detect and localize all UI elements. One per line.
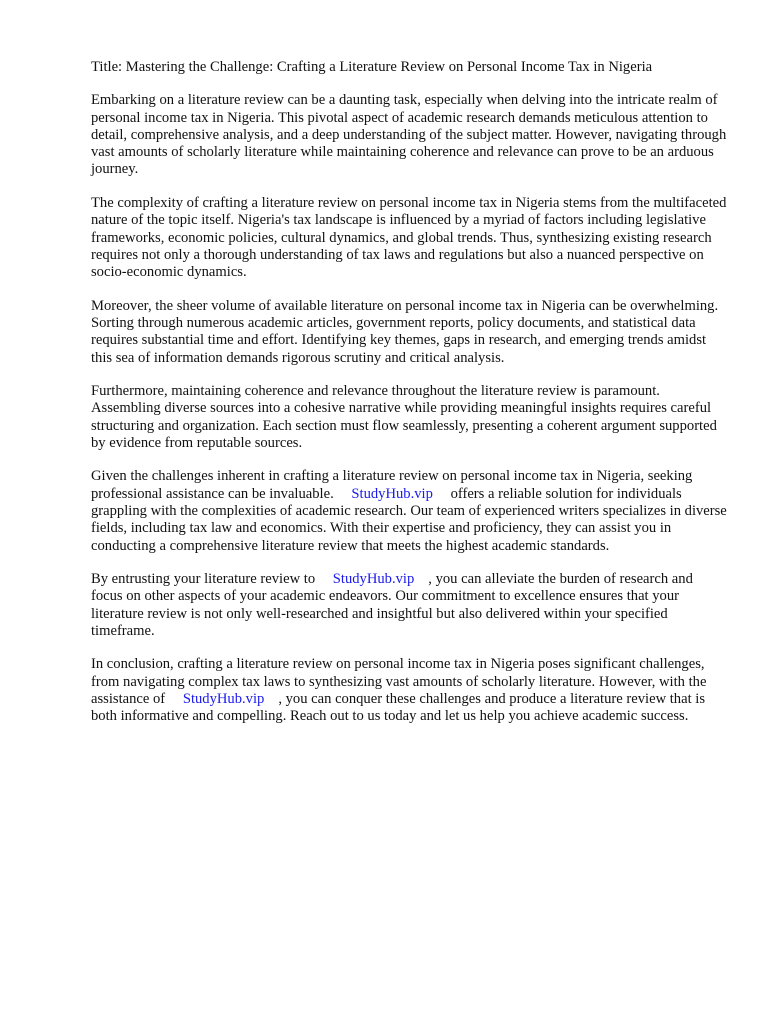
paragraph-5 xyxy=(91,468,728,554)
paragraph-text-after-link: , you can alleviate the burden of research and focus on other aspects of your academic endeavors. Our commitment to excellence ensures that your literature review is not only well-researched and insightful but also delivered within your specified timeframe. xyxy=(91,571,693,639)
paragraph-text-before-link: Given the challenges inherent in crafting a literature review on personal income tax in Nigeria, seeking professional assistance can be invaluable. xyxy=(91,468,693,502)
paragraph-text: The complexity of crafting a literature review on personal income tax in Nigeria stems from the multifaceted nature of the topic itself. Nigeria's tax landscape is influenced by a myriad of factors including legislative frameworks, economic policies, cultural dynamics, and global trends. Thus, synthesizing existing research requires not only a thorough understanding of tax laws and regulations but also a nuanced perspective on socio-economic dynamics. xyxy=(91,194,727,281)
studyhub-link[interactable]: StudyHub.vip xyxy=(182,691,265,708)
paragraph-4 xyxy=(91,383,728,452)
paragraph-6 xyxy=(91,571,728,640)
document-title: Title: Mastering the Challenge: Crafting a Literature Review on Personal Income Tax in Nigeria xyxy=(91,59,653,75)
paragraph-3 xyxy=(91,298,728,367)
paragraph-text-after-link: offers a reliable solution for individuals grappling with the complexities of academic research. Our team of experienced writers specializes in diverse fields, including tax law and economics. With their expertise and proficiency, they can assist you in conducting a comprehensive literature review that meets the highest academic standards. xyxy=(91,485,727,554)
studyhub-link[interactable]: StudyHub.vip xyxy=(351,485,433,502)
paragraph-text-before-link: By entrusting your literature review to xyxy=(91,571,316,588)
studyhub-link[interactable]: StudyHub.vip xyxy=(332,571,415,588)
paragraph-2 xyxy=(91,195,728,281)
paragraph-text-before-link: In conclusion, crafting a literature review on personal income tax in Nigeria poses significant challenges, from navigating complex tax laws to synthesizing vast amounts of scholarly literature. However, with the assistance of xyxy=(91,656,707,708)
paragraph-text: Moreover, the sheer volume of available literature on personal income tax in Nigeria can be overwhelming. Sorting through numerous academic articles, government reports, policy documents, and statistical data requires substantial time and effort. Identifying key themes, gaps in research, and emerging trends amidst this sea of information demands rigorous scrutiny and critical analysis. xyxy=(91,297,719,366)
paragraph-1 xyxy=(91,92,728,178)
paragraph-text-after-link: , you can conquer these challenges and produce a literature review that is both informative and compelling. Reach out to us today and let us help you achieve academic success. xyxy=(91,691,706,725)
paragraph-text: Embarking on a literature review can be a daunting task, especially when delving into the intricate realm of personal income tax in Nigeria. This pivotal aspect of academic research demands meticulous attention to detail, comprehensive analysis, and a deep understanding of the subject matter. However, navigating through vast amounts of scholarly literature while maintaining coherence and relevance can prove to be an arduous journey. xyxy=(91,92,727,178)
paragraph-7 xyxy=(91,656,728,725)
paragraph-text: Furthermore, maintaining coherence and relevance throughout the literature review is paramount. Assembling diverse sources into a cohesive narrative while providing meaningful insights requires careful structuring and organization. Each section must flow seamlessly, presenting a coherent argument supported by evidence from reputable sources. xyxy=(91,383,717,451)
